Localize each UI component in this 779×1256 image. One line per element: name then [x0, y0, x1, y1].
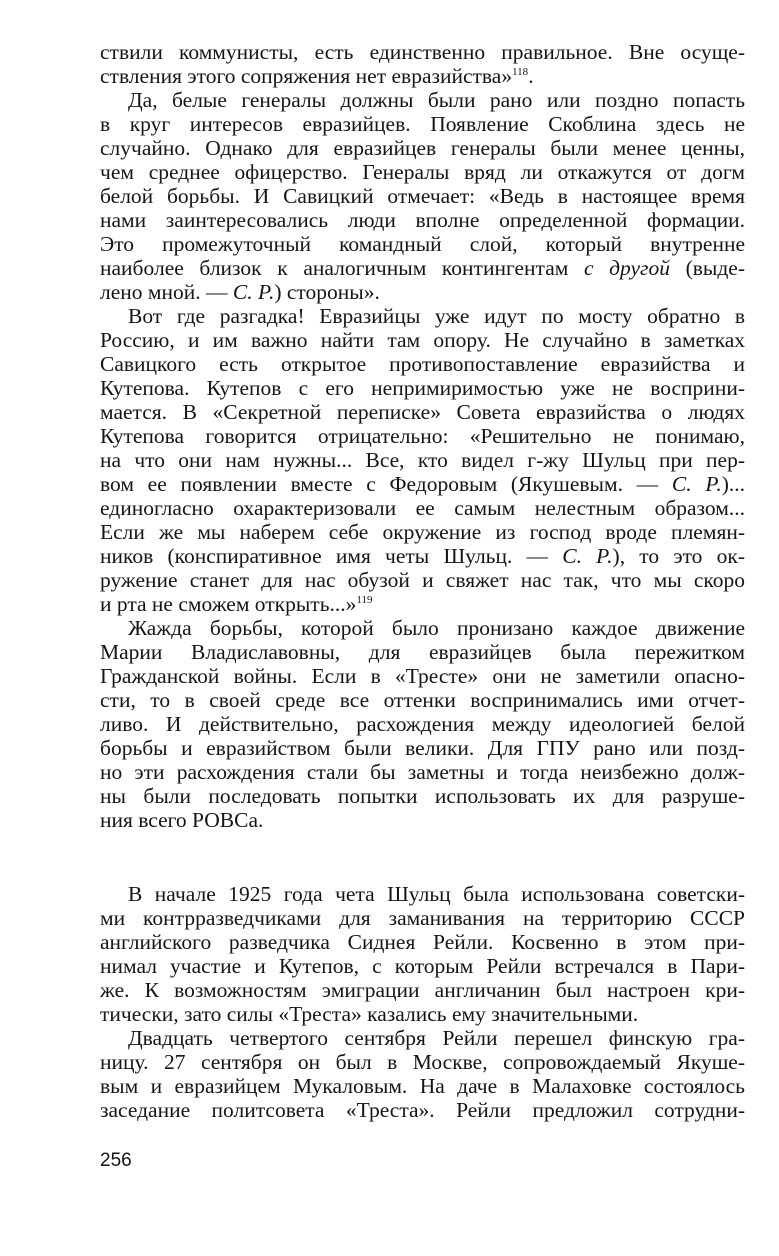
text-segment: ми контрразведчиками для заманивания на территорию СССР [100, 906, 745, 930]
text-segment: английского разведчика Сиднея Рейли. Косвенно в этом при- [100, 930, 745, 954]
text-segment: ников (конспиративное имя четы Шульц. — [100, 544, 563, 568]
text-segment: Если же мы наберем себе окружение из господ вроде племян- [100, 520, 745, 544]
text-segment: вом ее появлении вместе с Федоровым (Якушевым. — [100, 472, 672, 496]
text-line [100, 304, 745, 328]
text-segment: наиболее близок к аналогичным контингентам [100, 256, 584, 280]
text-line [100, 882, 745, 906]
text-segment: Да, белые генералы должны были рано или поздно попасть [128, 88, 745, 112]
text-line [100, 1074, 745, 1098]
text-line [100, 736, 745, 760]
text-line [100, 1002, 745, 1026]
text-line [100, 136, 745, 160]
text-segment: белой борьбы. И Савицкий отмечает: «Ведь в настоящее время [100, 184, 745, 208]
italic-text: с другой [583, 256, 670, 280]
paragraph [100, 88, 745, 304]
text-line [100, 568, 745, 592]
text-segment: но эти расхождения стали бы заметны и тогда неизбежно долж- [100, 760, 745, 784]
text-line [100, 1026, 745, 1050]
text-segment: тически, зато силы «Треста» казались ему значительными. [100, 1002, 639, 1026]
text-segment: чем среднее офицерство. Генералы вряд ли откажутся от догм [100, 160, 745, 184]
text-line [100, 544, 745, 568]
text-line [100, 664, 745, 688]
text-segment: мается. В «Секретной переписке» Совета евразийства о людях [100, 400, 745, 424]
text-segment: борьбы и евразийством были велики. Для ГПУ рано или позд- [100, 736, 745, 760]
text-segment: Гражданской войны. Если в «Тресте» они не заметили опасно- [100, 664, 745, 688]
text-line [100, 496, 745, 520]
text-segment: ницу. 27 сентября он был в Москве, сопровождаемый Якуше- [100, 1050, 745, 1074]
text-segment: лено мной. — [100, 280, 233, 304]
text-segment: случайно. Однако для евразийцев генералы были менее ценны, [100, 136, 745, 160]
text-line [100, 592, 745, 616]
text-segment: Савицкого есть открытое противопоставление евразийства и [100, 352, 745, 376]
paragraph [100, 304, 745, 616]
text-segment: в круг интересов евразийцев. Появление Скоблина здесь не [100, 112, 745, 136]
text-segment: В начале 1925 года чета Шульц была использована советски- [128, 882, 745, 906]
text-line [100, 232, 745, 256]
text-line [100, 64, 745, 88]
text-segment: нами заинтересовались люди вполне определенной формации. [100, 208, 745, 232]
text-line [100, 256, 745, 280]
text-line [100, 376, 745, 400]
text-line [100, 954, 745, 978]
footnote-reference: 119 [356, 594, 373, 606]
text-segment: ствили коммунисты, есть единственно правильное. Вне осуще- [100, 40, 745, 64]
text-line [100, 1050, 745, 1074]
text-line [100, 808, 745, 832]
paragraph [100, 40, 745, 88]
text-segment: Вот где разгадка! Евразийцы уже идут по мосту обратно в [128, 304, 745, 328]
footnote-reference: 118 [512, 66, 529, 78]
text-segment: Марии Владиславовны, для евразийцев была пережитком [100, 640, 745, 664]
page-number: 256 [100, 1150, 132, 1171]
text-segment: Жажда борьбы, которой было пронизано каждое движение [128, 616, 745, 640]
text-line [100, 160, 745, 184]
text-line [100, 760, 745, 784]
text-line [100, 688, 745, 712]
text-segment: единогласно охарактеризовали ее самым нелестным образом... [100, 496, 745, 520]
text-segment: . [528, 64, 534, 88]
text-line [100, 424, 745, 448]
text-line [100, 640, 745, 664]
text-segment: на что они нам нужны... Все, кто видел г-жу Шульц при пер- [100, 448, 745, 472]
text-line [100, 712, 745, 736]
text-line [100, 448, 745, 472]
text-segment: Кутепова говорится отрицательно: «Решительно не понимаю, [100, 424, 745, 448]
text-segment: ружение станет для нас обузой и свяжет нас так, что мы скоро [100, 568, 745, 592]
text-segment: нимал участие и Кутепов, с которым Рейли встречался в Пари- [100, 954, 745, 978]
text-segment: сти, то в своей среде все оттенки воспринимались ими отчет- [100, 688, 745, 712]
italic-text: С. Р. [671, 472, 722, 496]
text-line [100, 328, 745, 352]
text-line [100, 616, 745, 640]
text-segment: ния всего РОВСа. [100, 808, 264, 832]
text-segment: вым и евразийцем Мукаловым. На даче в Малаховке состоялось [100, 1074, 745, 1098]
text-line [100, 520, 745, 544]
text-line [100, 280, 745, 304]
italic-text: С. Р. [232, 280, 275, 304]
paragraph [100, 882, 745, 1026]
text-line [100, 112, 745, 136]
italic-text: С. Р. [562, 544, 613, 568]
text-segment: ) стороны». [274, 280, 380, 304]
text-segment: ны были последовать попытки использовать их для разруше- [100, 784, 745, 808]
text-line [100, 472, 745, 496]
text-segment: )... [721, 472, 745, 496]
text-segment: же. К возможностям эмиграции англичанин был настроен кри- [100, 978, 745, 1002]
text-segment: и рта не сможем открыть...» [100, 592, 357, 616]
text-segment: ), то это ок- [612, 544, 745, 568]
text-segment: Россию, и им важно найти там опору. Не случайно в заметках [100, 328, 745, 352]
text-segment: заседание политсовета «Треста». Рейли предложил сотрудни- [100, 1098, 745, 1122]
text-line [100, 930, 745, 954]
text-segment: (выде- [669, 256, 745, 280]
book-page-body [100, 40, 745, 1122]
text-line [100, 978, 745, 1002]
paragraph [100, 1026, 745, 1122]
text-segment: ствления этого сопряжения нет евразийства» [100, 64, 513, 88]
text-line [100, 1098, 745, 1122]
text-segment: ливо. И действительно, расхождения между идеологией белой [100, 712, 745, 736]
text-line [100, 906, 745, 930]
text-line [100, 88, 745, 112]
text-segment: Это промежуточный командный слой, который внутренне [100, 232, 745, 256]
paragraph [100, 616, 745, 832]
text-line [100, 352, 745, 376]
text-line [100, 784, 745, 808]
text-segment: Кутепова. Кутепов с его непримиримостью уже не восприни- [100, 376, 745, 400]
text-line [100, 208, 745, 232]
text-line [100, 400, 745, 424]
text-segment: Двадцать четвертого сентября Рейли перешел финскую гра- [128, 1026, 745, 1050]
text-line [100, 184, 745, 208]
text-line [100, 40, 745, 64]
